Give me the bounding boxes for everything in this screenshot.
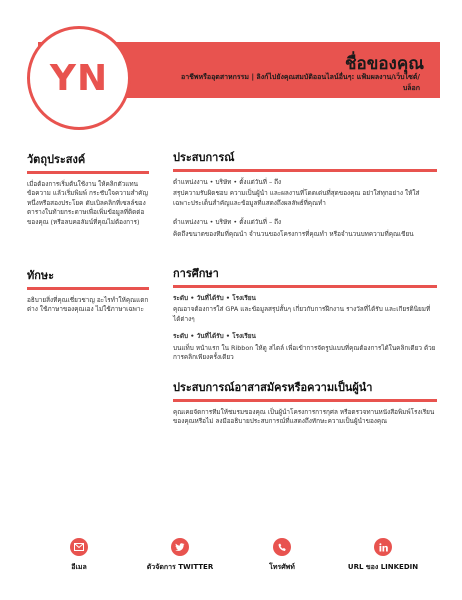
experience-heading[interactable]: ประสบการณ์ (173, 148, 437, 172)
skills-text[interactable]: อธิบายสิ่งที่คุณเชี่ยวชาญ อะไรทำให้คุณแตกต่าง ใช้ภาษาของคุณเอง ไม่ใช้ภาษาเฉพาะ (27, 296, 149, 314)
objective-section (27, 150, 149, 227)
education-title[interactable]: ระดับ • วันที่ได้รับ • โรงเรียน (173, 332, 256, 341)
footer-linkedin (333, 538, 433, 573)
education-description[interactable]: บนแท็บ หน้าแรก ใน Ribbon ให้ดู สไตล์ เพื่อเข้าการจัดรูปแบบที่คุณต้องการได้ในคลิกเดียว ด้วยการคลิกเพียงครั้งเดียว (173, 343, 436, 362)
volunteer-section (173, 378, 437, 427)
contact-footer (0, 538, 462, 578)
twitter-icon (171, 538, 189, 556)
education-section (173, 264, 437, 362)
phone-icon (273, 538, 291, 556)
footer-phone (232, 538, 332, 573)
education-title[interactable]: ระดับ • วันที่ได้รับ • โรงเรียน (173, 294, 256, 302)
skills-section (27, 266, 149, 315)
twitter-label[interactable]: ตัวจัดการ TWITTER (146, 563, 214, 571)
tagline[interactable]: อาชีพหรืออุตสาหกรรม | ลิงก์ไปยังคุณสมบัติออนไลน์อื่นๆ: แฟ้มผลงาน/เว็บไซต์/บล็อก (180, 73, 420, 92)
job-title[interactable]: ตำแหน่งงาน • บริษัท • ตั้งแต่วันที่ – ถึง (173, 178, 282, 186)
your-name[interactable]: ชื่อของคุณ (344, 54, 424, 74)
footer-twitter (130, 538, 230, 573)
education-description[interactable]: คุณอาจต้องการใส่ GPA และข้อมูลสรุปสั้นๆ เกี่ยวกับการฝึกงาน รางวัลที่ได้รับ และเกียรตินิยมที่ได้ต่างๆ (173, 305, 431, 323)
objective-text[interactable]: เมื่อต้องการเริ่มต้นใช้งาน ให้คลิกตัวแทนข้อความ แล้วเริ่มพิมพ์ กระชับใจความสำคัญ หนึ่งหรือสองประโยค ดับเบิลคลิกที่เซลล์ของตารางในท้ายกระดาษเพื่อเพิ่มข้อมูลที่ติดต่อของคุณ (หรือลบคอลัมน์ที่คุณไม่ต้องการ) (27, 180, 148, 226)
skills-heading[interactable]: ทักษะ (27, 266, 149, 290)
email-icon (70, 538, 88, 556)
job-description[interactable]: สรุปความรับผิดชอบ ความเป็นผู้นำ และผลงานที่โดดเด่นที่สุดของคุณ อย่าใส่ทุกอย่าง ให้ใส่เฉพาะประเด็นสำคัญและข้อมูลที่แสดงถึงผลลัพธ์ที่คุณทำ (173, 189, 420, 207)
job-title[interactable]: ตำแหน่งงาน • บริษัท • ตั้งแต่วันที่ – ถึง (173, 218, 282, 227)
linkedin-icon (374, 538, 392, 556)
email-label[interactable]: อีเมล (71, 563, 87, 571)
monogram-circle[interactable] (27, 26, 131, 130)
volunteer-text[interactable]: คุณเคยจัดการทีมให้ชมรมของคุณ เป็นผู้นำโครงการการกุศล หรือตรวจทานหนังสือพิมพ์โรงเรียนของคุณหรือไม่ ลงมืออธิบายประสบการณ์ที่แสดงถึงทักษะความเป็นผู้นำของคุณ (173, 408, 435, 426)
phone-label[interactable]: โทรศัพท์ (269, 563, 295, 571)
volunteer-heading[interactable]: ประสบการณ์อาสาสมัครหรือความเป็นผู้นำ (173, 378, 437, 402)
monogram-initials[interactable]: YN (49, 57, 109, 99)
linkedin-label[interactable]: URL ของ LINKEDIN (347, 563, 419, 571)
footer-email (29, 538, 129, 573)
job-description[interactable]: คิดถึงขนาดของทีมที่คุณนำ จำนวนของโครงการที่คุณทำ หรือจำนวนบทความที่คุณเขียน (173, 229, 414, 238)
experience-section (173, 148, 437, 239)
education-heading[interactable]: การศึกษา (173, 264, 437, 288)
objective-heading[interactable]: วัตถุประสงค์ (27, 150, 149, 174)
